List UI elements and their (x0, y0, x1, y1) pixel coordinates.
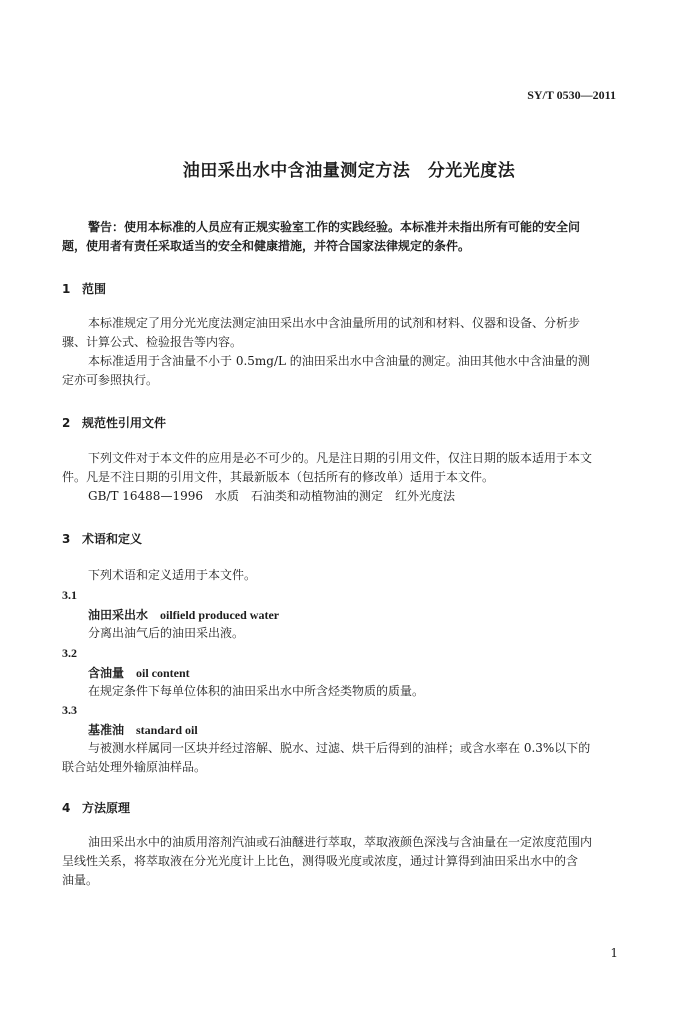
term-3-2-zh: 含油量 (88, 666, 125, 680)
section-1-number: 1 (62, 282, 71, 296)
term-3-3-definition-line-2: 联合站处理外输原油样品。 (62, 760, 207, 774)
term-3-3-zh: 基准油 (88, 723, 125, 737)
page-number: 1 (610, 946, 618, 960)
section-4-heading (62, 799, 130, 816)
warning-line-1: 警告：使用本标准的人员应有正规实验室工作的实践经验。本标准并未指出所有可能的安全问 (88, 220, 581, 234)
section-3-title: 术语和定义 (82, 532, 143, 546)
section-4-title: 方法原理 (82, 801, 131, 815)
term-3-1-zh: 油田采出水 (88, 608, 149, 622)
term-3-1-number: 3.1 (62, 588, 77, 602)
section-4-line-1: 油田采出水中的油质用溶剂汽油或石油醚进行萃取，萃取液颜色深浅与含油量在一定浓度范围内 (88, 835, 593, 849)
section-2-title: 规范性引用文件 (82, 416, 167, 430)
section-1-heading (62, 280, 106, 297)
section-1-para-2-line-1: 本标准适用于含油量不小于 0.5mg/L 的油田采出水中含油量的测定。油田其他水中含油量的测 (88, 354, 590, 368)
term-3-1-definition: 分离出油气后的油田采出液。 (88, 626, 245, 640)
section-1-para-1-line-1: 本标准规定了用分光光度法测定油田采出水中含油量所用的试剂和材料、仪器和设备、分析步 (88, 316, 581, 330)
section-3-intro: 下列术语和定义适用于本文件。 (88, 568, 257, 582)
section-1-para-1-line-2: 骤、计算公式、检验报告等内容。 (62, 335, 243, 349)
normative-reference: GB/T 16488—1996 水质 石油类和动植物油的测定 红外光度法 (88, 489, 455, 503)
term-3-3-title (88, 719, 198, 738)
section-3-number: 3 (62, 532, 71, 546)
term-3-3-number: 3.3 (62, 703, 77, 717)
section-4-number: 4 (62, 801, 71, 815)
term-3-3-en: standard oil (136, 723, 198, 737)
term-3-3-definition-line-1: 与被测水样属同一区块并经过溶解、脱水、过滤、烘干后得到的油样；或含水率在 0.3%以下的 (88, 741, 591, 755)
section-3-heading (62, 530, 142, 547)
section-2-heading (62, 414, 166, 431)
term-3-1-en: oilfield produced water (160, 608, 280, 622)
term-3-2-title (88, 662, 190, 681)
section-2-para-line-2: 件。凡是不注日期的引用文件，其最新版本（包括所有的修改单）适用于本文件。 (62, 470, 495, 484)
warning-line-2: 题，使用者有责任采取适当的安全和健康措施，并符合国家法律规定的条件。 (62, 239, 471, 253)
section-2-para-line-1: 下列文件对于本文件的应用是必不可少的。凡是注日期的引用文件，仅注日期的版本适用于本文 (88, 451, 593, 465)
standard-code: SY/T 0530—2011 (527, 88, 616, 102)
term-3-2-number: 3.2 (62, 646, 77, 660)
term-3-2-definition: 在规定条件下每单位体积的油田采出水中所含烃类物质的质量。 (88, 684, 425, 698)
page-title: 油田采出水中含油量测定方法 分光光度法 (182, 161, 516, 181)
section-1-para-2-line-2: 定亦可参照执行。 (62, 373, 159, 387)
term-3-1-title (88, 604, 279, 623)
section-4-line-3: 油量。 (62, 873, 99, 887)
section-4-line-2: 呈线性关系，将萃取液在分光光度计上比色，测得吸光度或浓度，通过计算得到油田采出水中的含 (62, 854, 579, 868)
section-2-number: 2 (62, 416, 71, 430)
section-1-title: 范围 (82, 282, 107, 296)
term-3-2-en: oil content (136, 666, 190, 680)
